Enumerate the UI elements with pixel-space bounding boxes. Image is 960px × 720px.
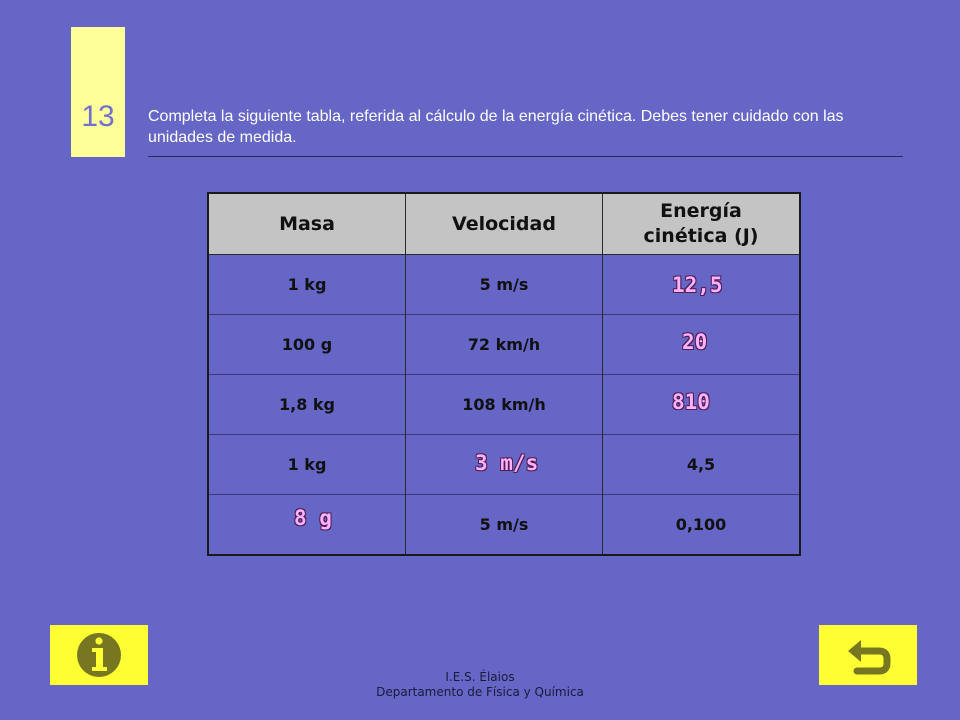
header-velocity: Velocidad: [406, 193, 603, 255]
cell-mass: 1 kg: [208, 255, 406, 315]
footer-department: Departamento de Física y Química: [376, 685, 584, 699]
answer-energy-row1: 12,5: [672, 273, 723, 297]
cell-velocity: 108 km/h: [406, 375, 603, 435]
cell-mass: 100 g: [208, 315, 406, 375]
cell-velocity: 72 km/h: [406, 315, 603, 375]
answer-energy-row3: 810: [672, 390, 710, 414]
divider-line: [148, 156, 903, 157]
answer-mass-row5: 8 g: [294, 506, 332, 530]
cell-velocity: 5 m/s: [406, 255, 603, 315]
cell-energy: 4,5: [603, 435, 801, 495]
table-row: [208, 375, 800, 435]
header-kinetic-energy: [603, 193, 801, 255]
table-header-row: [208, 193, 800, 255]
cell-mass: 1,8 kg: [208, 375, 406, 435]
answer-velocity-row4: 3 m/s: [475, 451, 539, 475]
header-mass: Masa: [208, 193, 406, 255]
table-row: [208, 315, 800, 375]
slide-number-box: [71, 27, 125, 157]
footer-school: I.E.S. Élaios: [445, 670, 515, 684]
slide-number: 13: [81, 100, 115, 133]
answer-energy-row2: 20: [682, 330, 708, 354]
cell-velocity: 5 m/s: [406, 495, 603, 556]
cell-energy: 0,100: [603, 495, 801, 556]
instruction-text: Completa la siguiente tabla, referida al cálculo de la energía cinética. Debes tener cuidado con las unidades de medida.: [148, 108, 844, 146]
header-kinetic-energy-label: Energía cinética (J): [643, 200, 759, 247]
cell-mass: 1 kg: [208, 435, 406, 495]
kinetic-energy-table: [207, 192, 801, 556]
